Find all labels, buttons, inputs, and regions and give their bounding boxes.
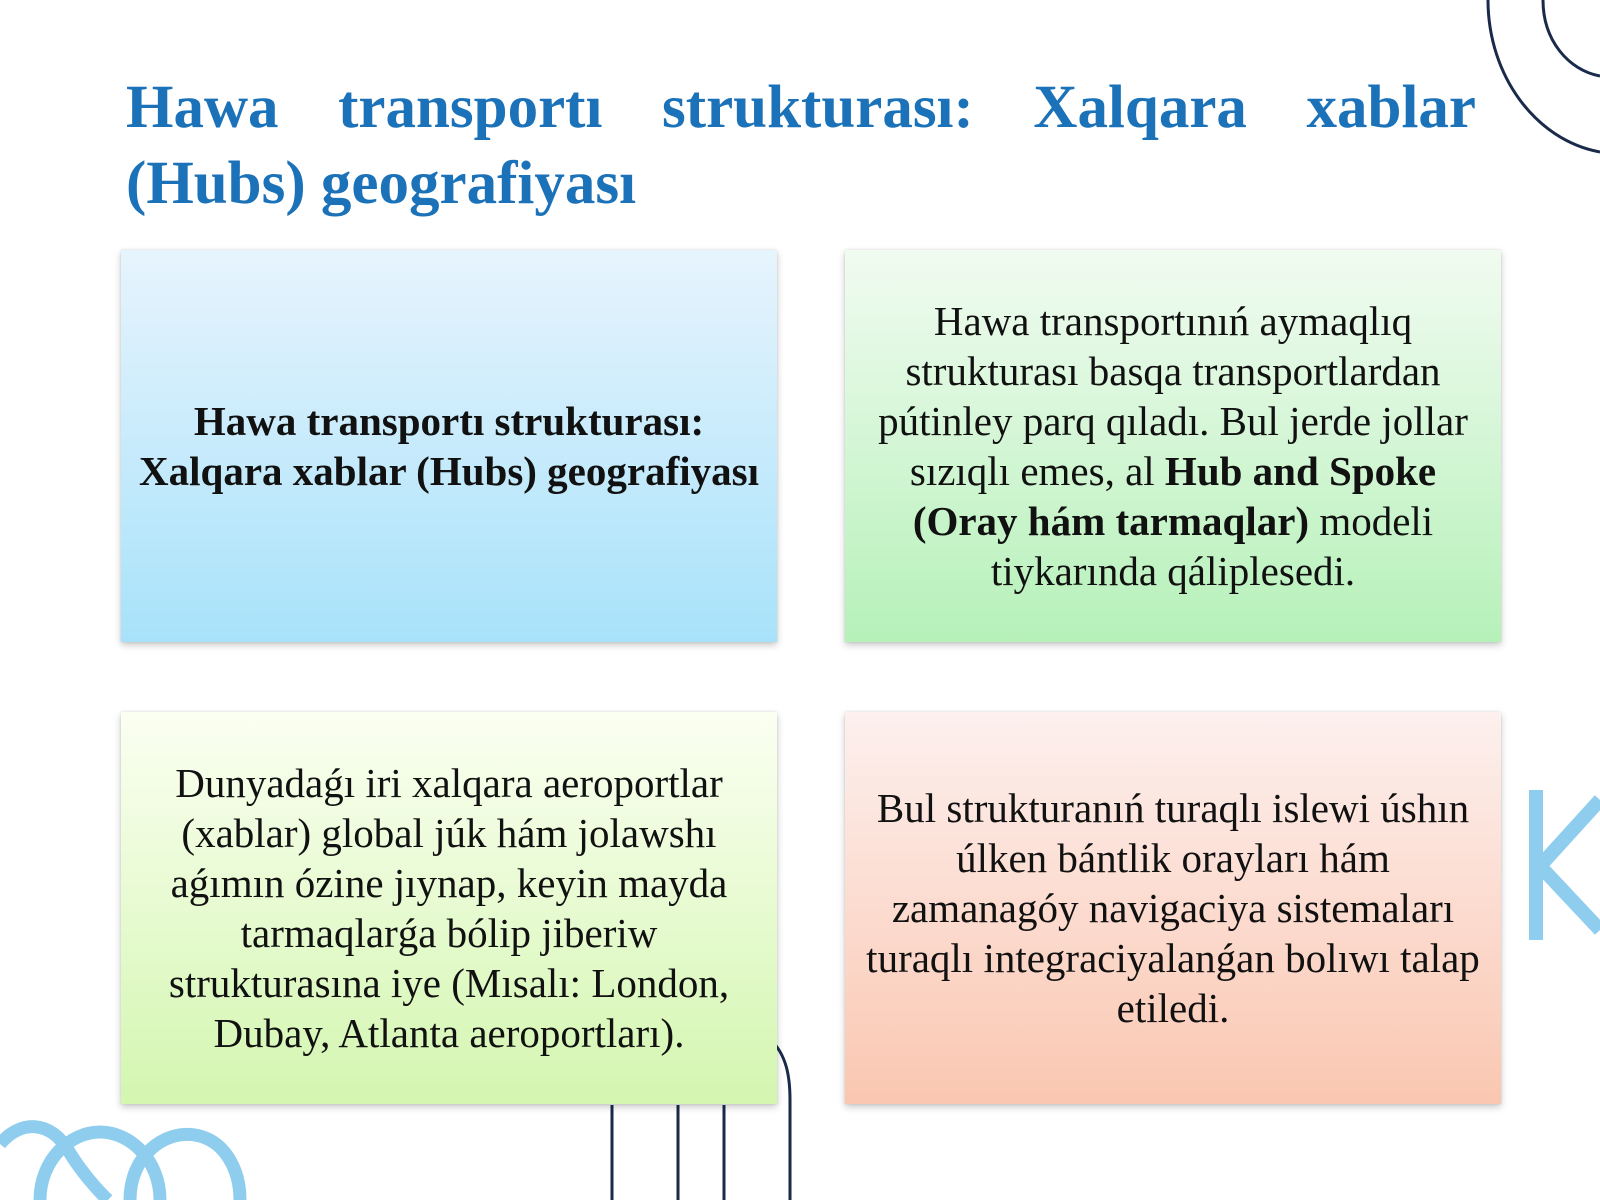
page-title: Hawa transportı strukturası: Xalqara xablar (Hubs) geografiyası bbox=[126, 74, 1476, 217]
corner-arc-outer bbox=[1488, 0, 1600, 152]
card-bottom-right-text: Bul strukturanıń turaqlı islewi úshın úlken bántlik orayları hám zamanagóy navigaciya sistemaları turaqlı integraciyalanǵan bolıwı talap etiledi. bbox=[866, 785, 1480, 1031]
wave-deco bbox=[0, 1127, 240, 1200]
card-top-right-bold-term: Hub and Spoke (Oray hám tarmaqlar) bbox=[912, 448, 1437, 544]
corner-arc-inner bbox=[1543, 0, 1600, 76]
card-bottom-right bbox=[845, 712, 1501, 1104]
card-top-right-text-end: modeli tiykarında qáliplesedi. bbox=[990, 498, 1434, 594]
card-bottom-left-text: Dunyadaǵı iri xalqara aeroportlar (xablar) global júk hám jolawshı aǵımın ózine jıynap, keyin mayda tarmaqlarǵa bólip jiberiw strukturasına iye (Mısalı: London, Dubay, Atlanta aeroportları). bbox=[168, 760, 730, 1056]
card-top-right-text bbox=[859, 296, 1487, 596]
card-bottom-left bbox=[121, 712, 777, 1104]
card-top-right bbox=[845, 250, 1501, 642]
k-shape-deco bbox=[1536, 790, 1600, 940]
card-top-left-text: Hawa transportı strukturası: Xalqara xablar (Hubs) geografiyası bbox=[139, 398, 759, 494]
card-top-left bbox=[121, 250, 777, 642]
card-top-right-text-start: Hawa transportınıń aymaqlıq strukturası basqa transportlardan pútinley parq qıladı. Bul jerde jollar sızıqlı emes, al bbox=[878, 298, 1468, 494]
